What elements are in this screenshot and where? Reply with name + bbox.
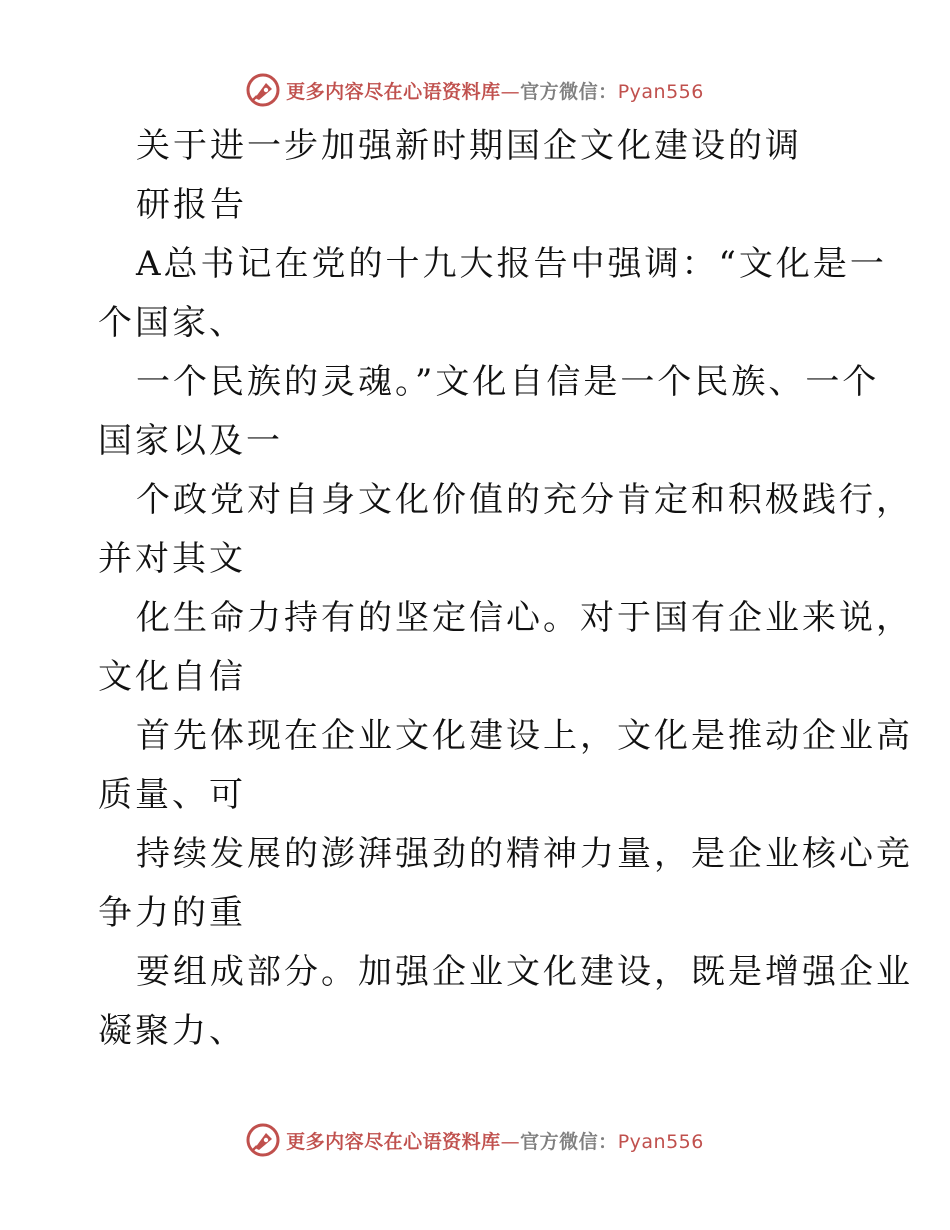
paragraph-line: A总书记在党的十九大报告中强调：“文化是一 <box>136 244 887 284</box>
banner-dash: — <box>500 1130 521 1153</box>
header-banner <box>0 70 950 110</box>
header-banner-text <box>286 77 704 104</box>
paragraph-line: 个政党对自身文化价值的充分肯定和积极践行， <box>136 480 913 520</box>
document-body <box>98 117 913 1061</box>
paragraph-line: 凝聚力、 <box>98 1011 246 1051</box>
paragraph-line: 一个民族的灵魂。”文化自信是一个民族、一个 <box>136 362 880 402</box>
banner-dash: — <box>500 80 521 103</box>
paragraph-line: 持续发展的澎湃强劲的精神力量，是企业核心竞 <box>136 834 913 874</box>
pen-nib-logo-icon <box>246 73 280 107</box>
paragraph-line: 并对其文 <box>98 539 246 579</box>
paragraph-line: 化生命力持有的坚定信心。对于国有企业来说， <box>136 598 913 638</box>
banner-wechat-id: Pyan556 <box>617 80 704 103</box>
paragraph-line: 首先体现在企业文化建设上，文化是推动企业高 <box>136 716 913 756</box>
paragraph-line: 国家以及一 <box>98 421 283 461</box>
paragraph-line: 质量、可 <box>98 775 246 815</box>
paragraph-line: 要组成部分。加强企业文化建设，既是增强企业 <box>136 952 913 992</box>
paragraph-line: 关于进一步加强新时期国企文化建设的调 <box>136 126 802 166</box>
footer-banner-text <box>286 1127 704 1154</box>
paragraph-line: 研报告 <box>136 185 247 225</box>
footer-banner <box>0 1120 950 1160</box>
banner-wechat-id: Pyan556 <box>617 1130 704 1153</box>
paragraph-line: 争力的重 <box>98 893 246 933</box>
banner-prefix: 更多内容尽在心语资料库 <box>286 1130 501 1153</box>
footer-banner-inner <box>246 1123 704 1157</box>
banner-wechat-label: 官方微信： <box>520 80 618 103</box>
pen-nib-logo-icon <box>246 1123 280 1157</box>
paragraph-line: 个国家、 <box>98 303 246 343</box>
banner-wechat-label: 官方微信： <box>520 1130 618 1153</box>
banner-prefix: 更多内容尽在心语资料库 <box>286 80 501 103</box>
paragraph-line: 文化自信 <box>98 657 246 697</box>
header-banner-inner <box>246 73 704 107</box>
